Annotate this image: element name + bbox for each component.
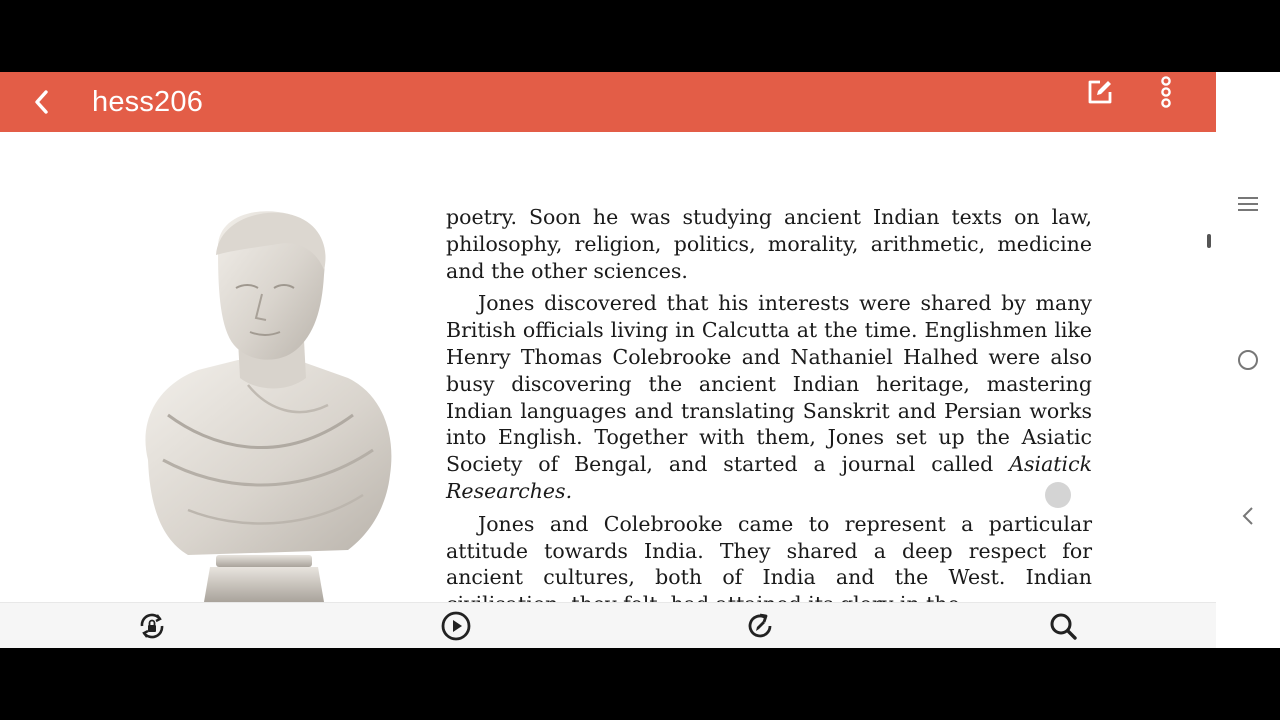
- document-title: hess206: [92, 86, 204, 118]
- play-button[interactable]: [438, 609, 474, 643]
- more-vertical-icon: [1159, 76, 1173, 108]
- back-button[interactable]: [22, 80, 62, 124]
- search-icon: [1048, 611, 1078, 641]
- journal-title: Asiatick Researches.: [446, 452, 1092, 503]
- reader-screen: [0, 72, 1216, 648]
- touch-indicator: [1045, 482, 1071, 508]
- chevron-left-icon: [31, 89, 53, 115]
- refresh-icon: [744, 610, 776, 642]
- home-icon: [1236, 348, 1260, 372]
- paragraph-2-text: Jones discovered that his interests were shared by many British officials living in Calcutta at the time. Englishmen like Henry Thomas Colebrooke and Nathaniel Halhed were also busy discovering the ancient Indian heritage, mastering Indian languages and translating Sanskrit and Persian works into English. Together with them, Jones set up the Asiatic Society of Bengal, and started a journal called: [446, 291, 1092, 477]
- document-page[interactable]: [0, 132, 1216, 648]
- search-button[interactable]: [1045, 609, 1081, 643]
- scrollbar-thumb[interactable]: [1207, 234, 1211, 248]
- back-icon: [1239, 504, 1257, 528]
- letterbox-bottom: [0, 648, 1280, 720]
- system-navigation-bar: [1216, 72, 1280, 648]
- recents-button[interactable]: [1232, 188, 1264, 220]
- app-bar: [0, 72, 1216, 132]
- system-back-button[interactable]: [1232, 500, 1264, 532]
- marble-bust-image: [128, 210, 400, 602]
- document-text: [446, 204, 1092, 624]
- paragraph-3: Jones and Colebrooke came to represent a particular attitude towards India. They shared a deep respect for ancient cultures, both of India and the West. Indian: [446, 511, 1092, 590]
- home-button[interactable]: [1232, 344, 1264, 376]
- play-icon: [440, 610, 472, 642]
- refresh-button[interactable]: [742, 609, 778, 643]
- edit-note-icon: [1085, 77, 1115, 107]
- letterbox-top: [0, 0, 1280, 72]
- edit-button[interactable]: [1080, 72, 1120, 112]
- more-options-button[interactable]: [1148, 72, 1184, 112]
- bottom-toolbar: [0, 602, 1216, 648]
- rotation-lock-button[interactable]: [134, 609, 170, 643]
- paragraph-2: [446, 290, 1092, 504]
- recents-icon: [1236, 194, 1260, 214]
- screen-rotation-lock-icon: [137, 611, 167, 641]
- paragraph-1: poetry. Soon he was studying ancient Indian texts on law, philosophy, religion, politics, morality, arithmetic, medicine and the other sciences.: [446, 205, 1092, 283]
